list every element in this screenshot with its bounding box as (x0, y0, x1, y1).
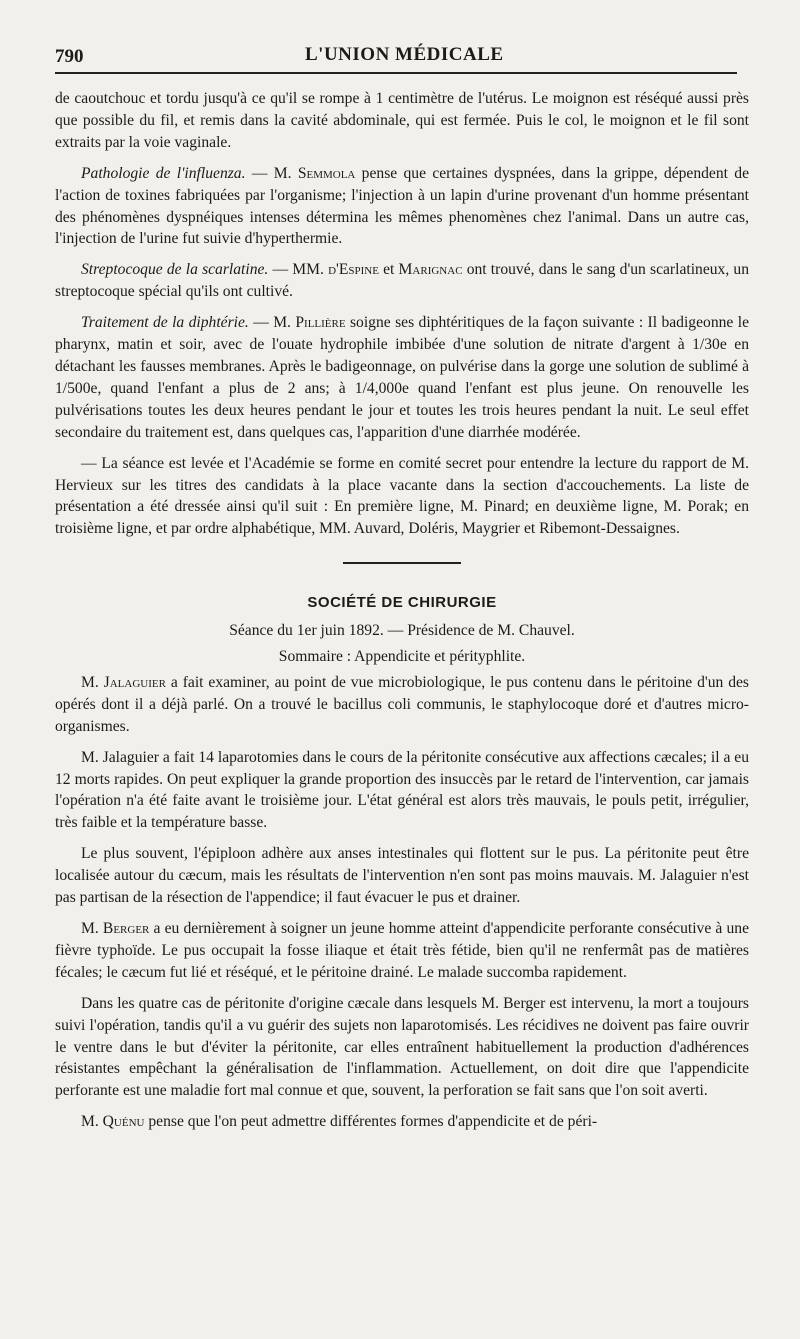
author-name: M. Jalaguier (81, 673, 166, 691)
paragraph: Streptocoque de la scarlatine. — MM. d'Espine et Marignac ont trouvé, dans le sang d'un scarlatineux, un streptocoque spécial qu'ils ont cultivé. (55, 261, 750, 301)
paragraph: Dans les quatre cas de péritonite d'origine cæcale dans lesquels M. Berger est intervenu, la mort a toujours suivi l'opération, tandis qu'il a vu guérir des sujets non laparotomisés. Les récidives ne doivent pas faire ouvrir le ventre dans le but d'éviter la péritonite, car elles entraînent habituellement la production d'adhérences résistantes empêchant la généralisation de l'inflammation. Actuellement, on doit dire que l'appendicite perforante est une maladie fort mal connue et que, souvent, la perforation se fait sans que l'on soit averti. (55, 994, 749, 1100)
author-name: Semmola (297, 164, 356, 182)
author-name: M. Berger (81, 920, 150, 937)
paragraph: M. Jalaguier a fait 14 laparotomies dans le cours de la péritonite consécutive aux affections cæcales; il a eu 12 morts rapides. On peut expliquer la grande proportion des insuccès par le retard de l'intervention, car jamais l'opération n'a été faite avant le troisième jour. L'état général est alors très mauvais, le pouls petit, irrégulier, très faible et la température basse. (55, 748, 749, 832)
paragraph-lead: Traitement de la diphtérie. (81, 314, 249, 332)
paragraph: de caoutchouc et tordu jusqu'à ce qu'il se rompe à 1 centimètre de l'utérus. Le moignon est réséqué aussi près que possible du fil, et remis dans la cavité abdominale, qui est fermée. Puis le col, le moignon et le fil sont extraits par la voie vaginale. (55, 90, 749, 151)
author-name: Marignac (398, 261, 463, 279)
author-name: Pillière (295, 314, 346, 332)
paragraph-lead: Streptocoque de la scarlatine. (81, 261, 269, 279)
paragraph: Traitement de la diphtérie. — M. Pillière soigne ses diphtéritiques de la façon suivante : Il badigeonne le pharynx, matin et soir, avec de l'ouate hydrophile imbibée d'une solution de nitrate d'argent à 1/30e en détachant les fausses membranes. Après le badigeonnage, on pulvérise dans la gorge une solution de sublimé à 1/500e, quand l'enfant a plus de 2 ans; à 1/4,000e quand l'enfant est plus jeune. On renouvelle les pulvérisations toutes les deux heures pendant le jour et toutes les trois heures pendant la nuit. Le seul effet secondaire du traitement est, dans quelques cas, l'apparition d'une diarrhée modérée. (55, 314, 749, 441)
paragraph: M. Quénu pense que l'on peut admettre différentes formes d'appendicite et de péri- (81, 1113, 598, 1131)
author-name: d'Espine (328, 261, 379, 279)
paragraph-lead: Pathologie de l'influenza. (81, 164, 246, 182)
paragraph: M. Jalaguier a fait examiner, au point de vue microbiologique, le pus contenu dans le péritoine d'un des opérés dont il a déjà parlé. On a trouvé le bacillus coli communis, le staphylocoque doré et d'autres micro-organismes. (55, 673, 749, 735)
paragraph: M. Berger a eu dernièrement à soigner un jeune homme atteint d'appendicite perforante consécutive à une fièvre typhoïde. Le pus occupait la fosse iliaque et était très fétide, bien qu'il ne renfermât pas de matières fécales; le cæcum fut lié et réséqué, et le péritoine drainé. Le malade succomba rapidement. (55, 920, 749, 981)
summary-line: Sommaire : Appendicite et pérityphlite. (278, 648, 526, 666)
paragraph: Pathologie de l'influenza. — M. Semmola pense que certaines dyspnées, dans la grippe, dépendent de l'action de toxines fabriquées par l'organisme; l'injection à un lapin d'urine provenant d'un homme présentant des phénomènes dyspnéiques intenses détermina les mêmes phenomènes chez l'animal. Dans un autre cas, l'injection de l'urine fut suivie d'hyperthermie. (55, 164, 750, 248)
section-title: SOCIÉTÉ DE CHIRURGIE (307, 594, 497, 612)
page-number: 790 (55, 46, 84, 67)
session-info: Séance du 1er juin 1892. — Présidence de M. Chauvel. (229, 622, 575, 640)
header-rule (55, 72, 737, 74)
article-body (55, 88, 749, 1142)
page-header (55, 40, 750, 70)
paragraph: Le plus souvent, l'épiploon adhère aux anses intestinales qui flottent sur le pus. La péritonite peut être localisée autour du cæcum, mais les résultats de l'intervention n'en sont pas moins mauvais. M. Jalaguier n'est pas partisan de la résection de l'appendice; il faut évacuer le pus et drainer. (55, 845, 749, 907)
paragraph: — La séance est levée et l'Académie se forme en comité secret pour entendre la lecture du rapport de M. Hervieux sur les titres des candidats à la place vacante dans la section d'accouchements. La liste de présentation a été dressée ainsi qu'il suit : En première ligne, M. Pinard; en deuxième ligne, M. Porak; en troisième ligne, et par ordre alphabétique, MM. Auvard, Doléris, Maygrier et Ribemont-Dessaignes. (55, 454, 749, 538)
running-title: L'UNION MÉDICALE (305, 44, 504, 65)
section-separator (343, 562, 461, 564)
author-name: M. Quénu (81, 1113, 145, 1131)
